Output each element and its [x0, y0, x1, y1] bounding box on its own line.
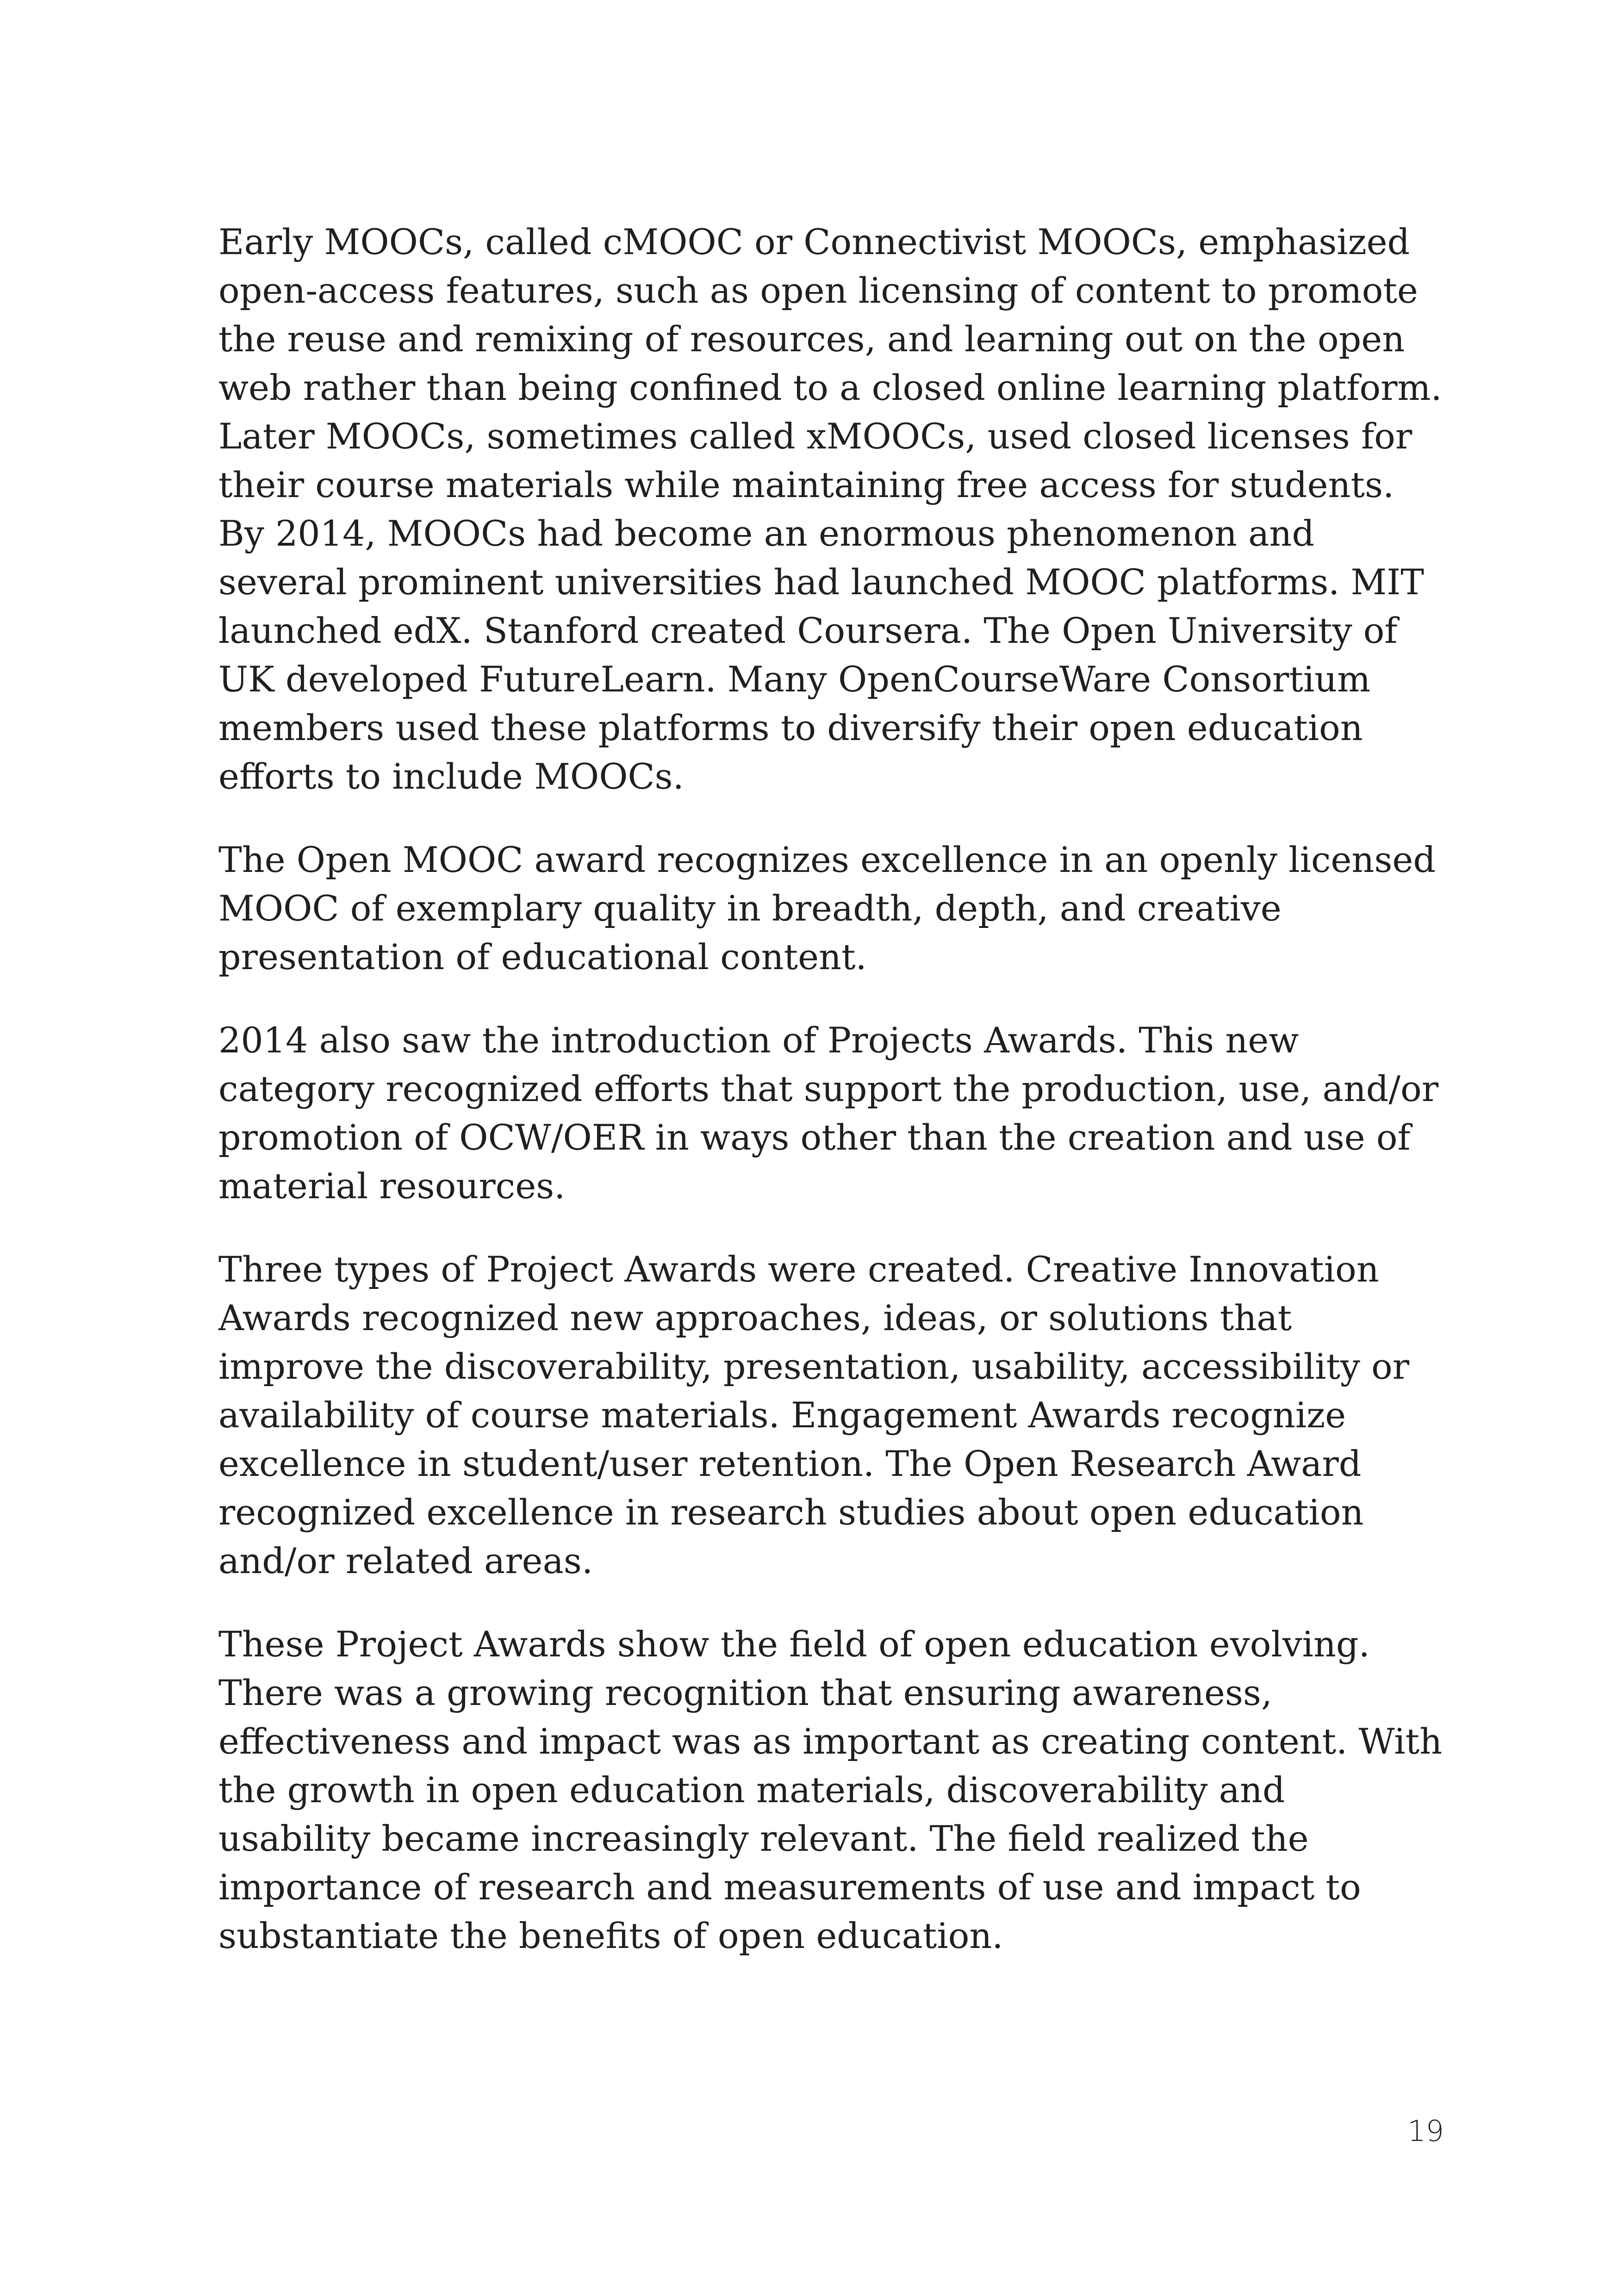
- paragraph-projects-awards: 2014 also saw the introduction of Projects Awards. This new category recognized efforts that support the production, use, and/or promotion of OCW/OER in ways other than the creation and use of material resources.: [218, 1020, 1439, 1207]
- paragraph-field-evolving: These Project Awards show the field of open education evolving. There was a growing recognition that ensuring awareness, effectiveness and impact was as important as creating content. With the growth in open education materials, discoverability and usability became increasingly relevant. The field realized the importance of research and measurements of use and impact to substantiate the benefits of open education.: [218, 1624, 1443, 1956]
- paragraph-moocs: Early MOOCs, called cMOOC or Connectivist MOOCs, emphasized open-access features, such as open licensing of content to promote the reuse and remixing of resources, and learning out on the open web rather than being confined to a closed online learning platform. Later MOOCs, sometimes called xMOOCs, used closed licenses for their course materials while maintaining free access for students. By 2014, MOOCs had become an enormous phenomenon and several prominent universities had launched MOOC platforms. MIT launched edX. Stanford created Coursera. The Open University of UK developed FutureLearn. Many OpenCourseWare Consortium members used these platforms to diversify their open education efforts to include MOOCs.: [218, 221, 1442, 797]
- paragraph-project-award-types: Three types of Project Awards were created. Creative Innovation Awards recognized new approaches, ideas, or solutions that improve the discoverability, presentation, usability, accessibility or availability of course materials. Engagement Awards recognize excellence in student/user retention. The Open Research Award recognized excellence in research studies about open education and/or related areas.: [218, 1249, 1410, 1581]
- paragraph-open-mooc-award: The Open MOOC award recognizes excellence in an openly licensed MOOC of exemplary quality in breadth, depth, and creative presentation of educational content.: [218, 839, 1436, 977]
- body-text: [218, 218, 1445, 1995]
- page-number: 19: [1407, 2114, 1444, 2148]
